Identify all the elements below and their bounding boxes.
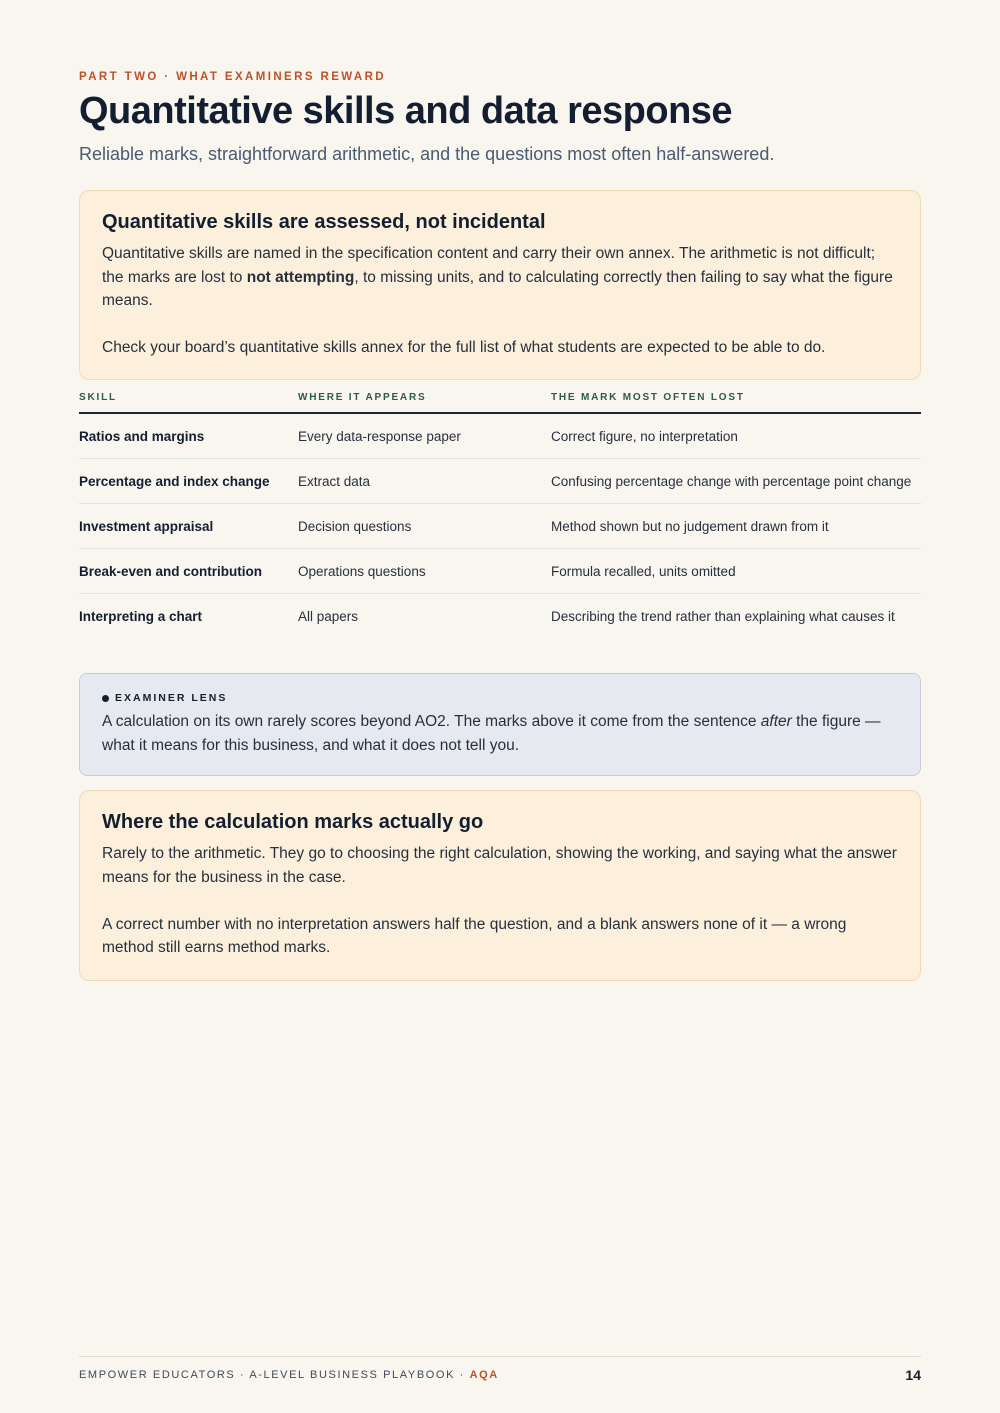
lens-label [102, 692, 898, 704]
cell-skill: Percentage and index change [79, 474, 270, 489]
table-row [79, 414, 921, 459]
table-row [79, 504, 921, 549]
callout-paragraph: A correct number with no interpretation answers half the question, and a blank answers none of it — a wrong method still earns method marks. [102, 915, 847, 956]
bullet-dot-icon [102, 695, 109, 702]
table-row [79, 549, 921, 594]
footer-text: EMPOWER EDUCATORS · A-LEVEL BUSINESS PLAYBOOK · [79, 1369, 470, 1381]
cell-mark-lost: Confusing percentage change with percentage point change [551, 474, 912, 489]
footer-publication [79, 1369, 499, 1381]
cell-where: Operations questions [298, 564, 426, 579]
page-number: 14 [905, 1367, 921, 1383]
callout-paragraph [102, 242, 898, 313]
cell-where: Every data-response paper [298, 429, 461, 444]
examiner-lens-box [79, 673, 921, 776]
lens-text-part: the figure — what it means for this business, and what it does not tell you. [102, 713, 881, 754]
skills-table [79, 392, 921, 638]
table-row [79, 594, 921, 638]
cell-skill: Interpreting a chart [79, 609, 203, 624]
cell-skill: Ratios and margins [79, 429, 205, 444]
callout-paragraph: Check your board’s quantitative skills annex for the full list of what students are expected to be able to do. [102, 339, 826, 356]
cell-where: Decision questions [298, 519, 412, 534]
lens-text-part: A calculation on its own rarely scores beyond AO2. The marks above it come from the sentence [102, 713, 761, 730]
lens-text [102, 710, 898, 757]
callout-paragraph: Rarely to the arithmetic. They go to choosing the right calculation, showing the working, and saying what the answer means for the business in the case. [102, 845, 897, 886]
column-header-mark-lost: THE MARK MOST OFTEN LOST [551, 392, 745, 403]
cell-where: Extract data [298, 474, 371, 489]
cell-where: All papers [298, 609, 359, 624]
column-header-skill: SKILL [79, 392, 117, 403]
cell-mark-lost: Method shown but no judgement drawn from it [551, 519, 829, 534]
section-kicker: PART TWO · WHAT EXAMINERS REWARD [79, 71, 386, 83]
page-title: Quantitative skills and data response [79, 90, 733, 132]
callout-text: , to missing units, and to calculating correctly then failing to say what the figure means. [102, 268, 893, 309]
page-subtitle: Reliable marks, straightforward arithmetic, and the questions most often half-answered. [79, 144, 775, 164]
table-row [79, 459, 921, 504]
cell-mark-lost: Correct figure, no interpretation [551, 429, 738, 444]
callout-heading: Quantitative skills are assessed, not incidental [102, 211, 546, 233]
cell-skill: Break-even and contribution [79, 564, 263, 579]
callout-emphasis: not attempting [246, 268, 355, 286]
callout-calculation-marks [79, 790, 921, 981]
callout-text: Quantitative skills are named in the specification content and carry their own annex. The arithmetic is not difficult; the marks are lost to [102, 245, 876, 286]
lens-emphasis: after [760, 713, 792, 730]
footer-board: AQA [469, 1369, 499, 1381]
callout-heading: Where the calculation marks actually go [102, 811, 484, 833]
cell-mark-lost: Formula recalled, units omitted [551, 564, 736, 579]
table-header [79, 392, 921, 414]
callout-quantitative-skills [79, 190, 921, 380]
lens-label-text: EXAMINER LENS [115, 692, 228, 704]
column-header-where: WHERE IT APPEARS [298, 392, 427, 403]
cell-skill: Investment appraisal [79, 519, 214, 534]
page-footer [79, 1356, 921, 1383]
cell-mark-lost: Describing the trend rather than explaining what causes it [551, 609, 895, 624]
